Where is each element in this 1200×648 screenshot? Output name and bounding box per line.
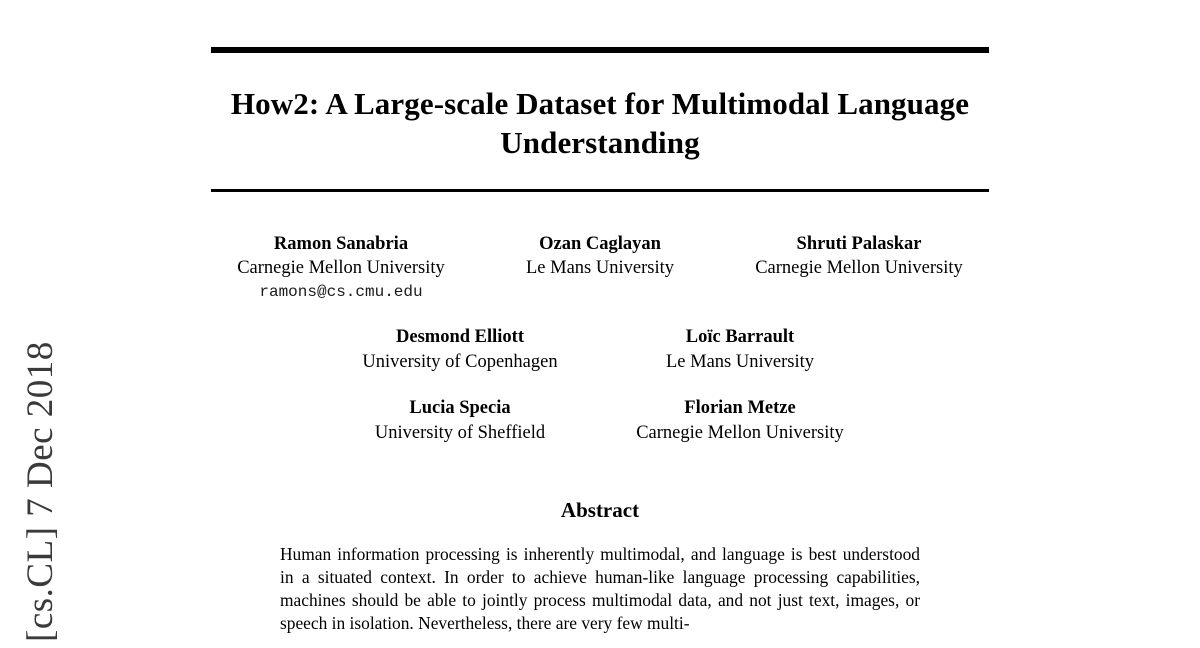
author-name: Shruti Palaskar xyxy=(796,233,922,254)
author-name: Desmond Elliott xyxy=(396,326,524,347)
arxiv-stamp-text: [cs.CL] 7 Dec 2018 xyxy=(19,341,61,642)
arxiv-stamp xyxy=(0,0,80,648)
paper-column xyxy=(211,0,989,635)
author-row xyxy=(211,396,989,465)
author-affiliation: Le Mans University xyxy=(666,351,814,372)
abstract-text: Human information processing is inherently multimodal, and language is best understood in a situated context. In order to achieve human-like language processing capabilities, machines should be able to jointly process multimodal data, and not just text, images, or speech in isolation. Nevertheless, there are very few multi- xyxy=(280,543,920,634)
author-name: Lucia Specia xyxy=(409,397,511,418)
author-block xyxy=(320,396,600,446)
page-title: How2: A Large-scale Dataset for Multimodal Language Understanding xyxy=(230,86,970,160)
author-name: Ramon Sanabria xyxy=(273,233,409,254)
top-rule xyxy=(211,47,989,53)
author-list xyxy=(211,232,989,465)
abstract-heading: Abstract xyxy=(560,497,640,522)
author-affiliation: Carnegie Mellon University xyxy=(636,422,844,443)
author-affiliation: University of Sheffield xyxy=(374,422,546,443)
author-block xyxy=(600,325,880,375)
bottom-rule xyxy=(211,189,989,192)
author-block xyxy=(471,232,730,304)
author-affiliation: Le Mans University xyxy=(526,258,674,279)
author-affiliation: Carnegie Mellon University xyxy=(755,258,963,279)
author-name: Ozan Caglayan xyxy=(539,233,661,254)
author-name: Loïc Barrault xyxy=(685,326,795,347)
author-name: Florian Metze xyxy=(684,397,796,418)
author-row xyxy=(211,325,989,394)
author-block xyxy=(600,396,880,446)
author-affiliation: Carnegie Mellon University xyxy=(237,258,445,279)
author-block xyxy=(212,232,471,304)
author-row xyxy=(211,232,989,323)
author-block xyxy=(320,325,600,375)
author-affiliation: University of Copenhagen xyxy=(362,351,558,372)
author-email[interactable]: ramons@cs.cmu.edu xyxy=(259,283,423,302)
author-block xyxy=(730,232,989,304)
